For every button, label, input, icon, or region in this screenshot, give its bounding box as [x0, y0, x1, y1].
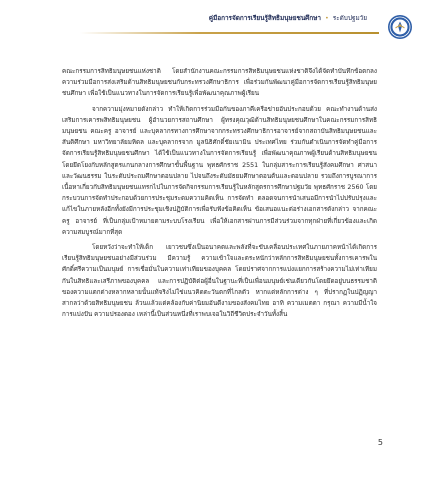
- document-body: [62, 66, 377, 324]
- organization-seal-icon: [387, 14, 413, 40]
- header-text: [209, 13, 367, 23]
- paragraph-2: จากความมุ่งหมายดังกล่าว ทำให้เกิดการร่วมมือกันของภาคีเครือข่ายอันประกอบด้วย คณะทำงานด้านส่งเสริมการเคารพสิทธิมนุษยชน ผู้อำนวยการสถานศึกษา ผู้ทรงคุณวุฒิด้านสิทธิมนุษยชนศึกษาในคณะกรรมการสิทธิมนุษยชน คณะครู อาจารย์ และบุคลากรทางการศึกษาจากกระทรวงศึกษาธิการอาจารย์จากสถาบันสิทธิมนุษยชนและสันติศึกษา มหาวิทยาลัยมหิดล และบุคลากรจาก มูลนิธิศักดิ์ชัยเนามิน ประเทศไทย ร่วมกันดำเนินการจัดทำคู่มือการจัดการเรียนรู้สิทธิมนุษยชนศึกษา ได้ใช้เป็นแนวทางในการจัดการเรียนรู้ เพื่อพัฒนาคุณภาพผู้เรียนด้านสิทธิมนุษยชน โดยยึดโยงกับหลักสูตรแกนกลางการศึกษาขั้นพื้นฐาน พุทธศักราช 2551 ในกลุ่มสาระการเรียนรู้สังคมศึกษา ศาสนาและวัฒนธรรม ในระดับประถมศึกษาตอนปลาย ไปจนถึงระดับมัธยมศึกษาตอนต้นและตอนปลาย รวมถึงการบูรณาการเนื้อหาเกี่ยวกับสิทธิมนุษยชนแทรกไปในการจัดกิจกรรมการเรียนรู้ในหลักสูตรการศึกษาปฐมวัย พุทธศักราช 2560 โดยกระบวนการจัดทำประกอบด้วยการประชุมระดมความคิดเห็น การจัดทำ ตลอดจนการนำเสนอมีการนำไปปรับปรุงและแก้ไขในภายหลังอีกทั้งยังมีการประชุมเชิงปฏิบัติการเพื่อรับฟังข้อคิดเห็น ข้อเสนอแนะต่อร่างเอกสารดังกล่าว จากคณะครู อาจารย์ ที่เป็นกลุ่มเป้าหมายตามระบบโรงเรียน เพื่อให้เอกสารผ่านการมีส่วนร่วมจากทุกฝ่ายที่เกี่ยวข้องและเกิดความสมบูรณ์มากที่สุด: [62, 105, 377, 236]
- education-level: ระดับปฐมวัย: [332, 14, 367, 22]
- page-number: 5: [377, 438, 383, 447]
- header-divider: [80, 32, 379, 34]
- header-separator: •: [324, 14, 329, 22]
- paragraph-3: โดยหวังว่าจะทำให้เด็ก เยาวชนซึ่งเป็นอนาคตและพลังที่จะขับเคลื่อนประเทศในภายภาคหน้าได้เกิดการเรียนรู้สิทธิมนุษยชนอย่างมีส่วนร่วม มีความรู้ ความเข้าใจและตระหนักว่าหลักการสิทธิมนุษยชนทั้งการเคารพในศักดิ์ศรีความเป็นมนุษย์ การเชื่อมั่นในความเท่าเทียมของบุคคล โดยปราศจากการแบ่งแยกการสร้างความไม่เท่าเทียมกันในสิทธิและเสรีภาพของบุคคล และการปฏิบัติต่อผู้อื่นในฐานะที่เป็นเพื่อนมนุษย์เช่นเดียวกันโดยยึดอยู่บนธรรมชาติของความแตกต่างหลากหลายนั้นแท้จริงไม่ใช่แนวคิดตะวันตกที่ไกลตัว หากแต่หลักการต่าง ๆ ที่ปรากฏในปฏิญญาสากลว่าด้วยสิทธิมนุษยชน ล้วนแล้วแต่คล้องกับค่านิยมอันดีงามของสังคมไทย อาทิ ความเมตตา กรุณา ความมีน้ำใจ การแบ่งปัน ความปรองดอง เหล่านี้เป็นส่วนหนึ่งที่เราพบเจอในวิถีชีวิตประจำวันทั้งสิ้น: [62, 244, 377, 319]
- page-header: [0, 10, 427, 32]
- paragraph-1: คณะกรรมการสิทธิมนุษยชนแห่งชาติ โดยสำนักงานคณะกรรมการสิทธิมนุษยชนแห่งชาติจึงได้จัดทำบันทึกข้อตกลงความร่วมมือการส่งเสริมด้านสิทธิมนุษยชนกับกระทรวงศึกษาธิการ เพื่อร่วมกันพัฒนาคู่มือการจัดการเรียนรู้สิทธิมนุษยชนศึกษา เพื่อใช้เป็นแนวทางในการจัดการเรียนรู้เพื่อพัฒนาคุณภาพผู้เรียน: [62, 68, 377, 98]
- manual-title: คู่มือการจัดการเรียนรู้สิทธิมนุษยชนศึกษา: [208, 14, 321, 22]
